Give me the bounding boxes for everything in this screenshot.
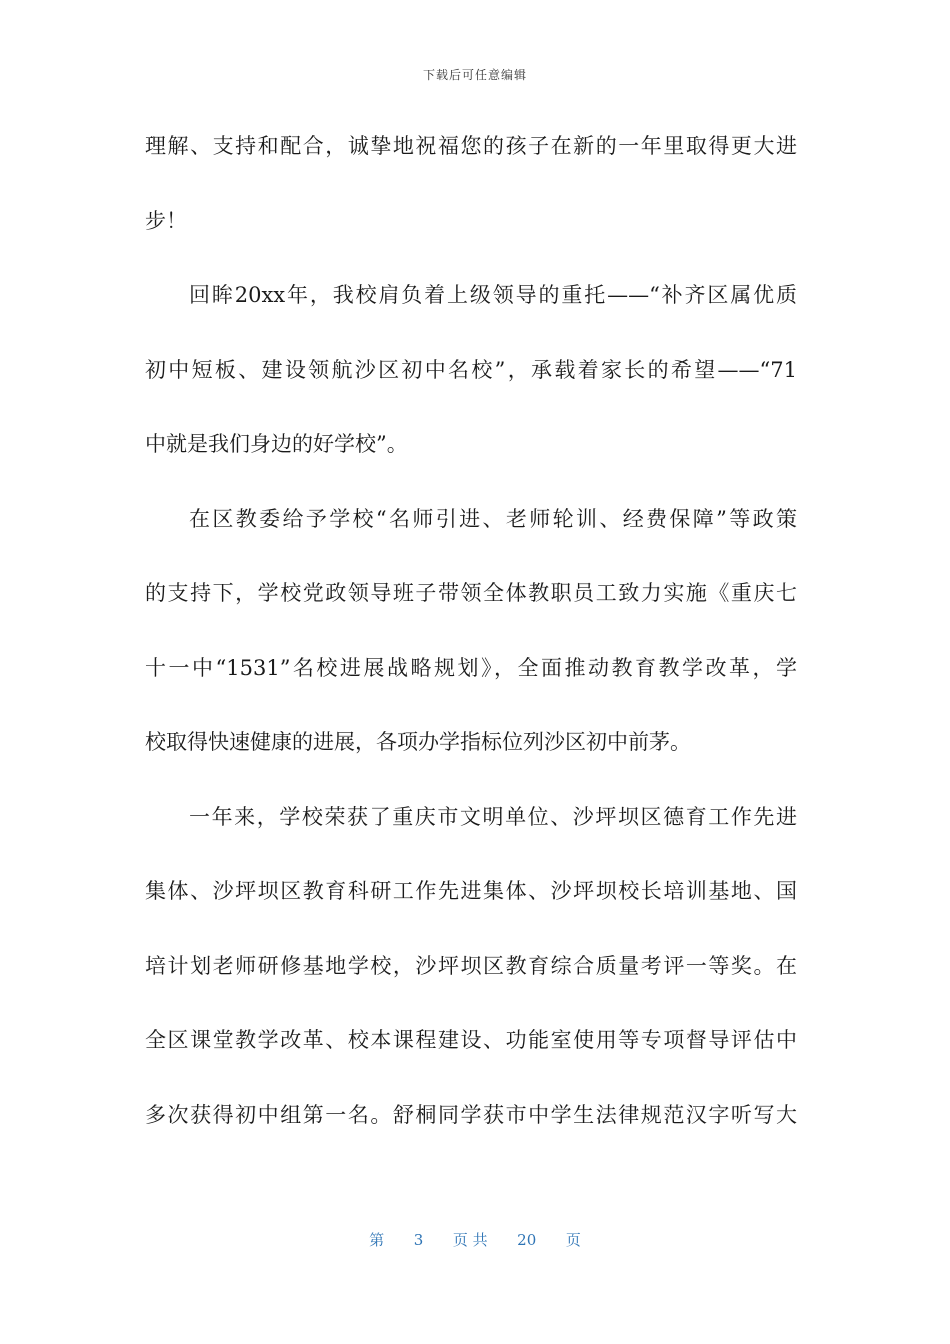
text-line: 十一中“1531”名校进展战略规划》，全面推动教育教学改革，学 xyxy=(145,655,797,680)
text-line: 一年来，学校荣获了重庆市文明单位、沙坪坝区德育工作先进 xyxy=(189,804,797,829)
total-pages-number: 20 xyxy=(517,1231,537,1249)
text-line: 理解、支持和配合，诚挚地祝福您的孩子在新的一年里取得更大进 xyxy=(145,134,797,158)
text-line: 在区教委给予学校“名师引进、老师轮训、经费保障”等政策 xyxy=(189,506,797,531)
page-header: 下载后可任意编辑 xyxy=(422,68,527,82)
text-line: 全区课堂教学改革、校本课程建设、功能室使用等专项督导评估中 xyxy=(145,1028,797,1052)
footer-suffix: 页 xyxy=(565,1231,581,1249)
text-line: 回眸20xx年，我校肩负着上级领导的重托——“补齐区属优质 xyxy=(189,283,797,307)
text-line: 初中短板、建设领航沙区初中名校”，承载着家长的希望——“71 xyxy=(145,357,797,382)
text-line: 步！ xyxy=(145,208,187,233)
page-footer xyxy=(0,1229,950,1250)
text-line: 培计划老师研修基地学校，沙坪坝区教育综合质量考评一等奖。在 xyxy=(145,953,797,978)
current-page-number: 3 xyxy=(413,1231,424,1249)
text-line: 校取得快速健康的进展，各项办学指标位列沙区初中前茅。 xyxy=(145,730,691,754)
footer-prefix: 第 xyxy=(369,1231,385,1249)
text-line: 多次获得初中组第一名。舒桐同学获市中学生法律规范汉字听写大 xyxy=(145,1102,797,1127)
text-line: 中就是我们身边的好学校”。 xyxy=(145,432,408,456)
text-line: 的支持下，学校党政领导班子带领全体教职员工致力实施《重庆七 xyxy=(145,581,797,605)
text-line: 集体、沙坪坝区教育科研工作先进集体、沙坪坝校长培训基地、国 xyxy=(145,879,797,903)
document-body xyxy=(145,114,797,1157)
footer-middle: 页 共 xyxy=(452,1231,488,1249)
